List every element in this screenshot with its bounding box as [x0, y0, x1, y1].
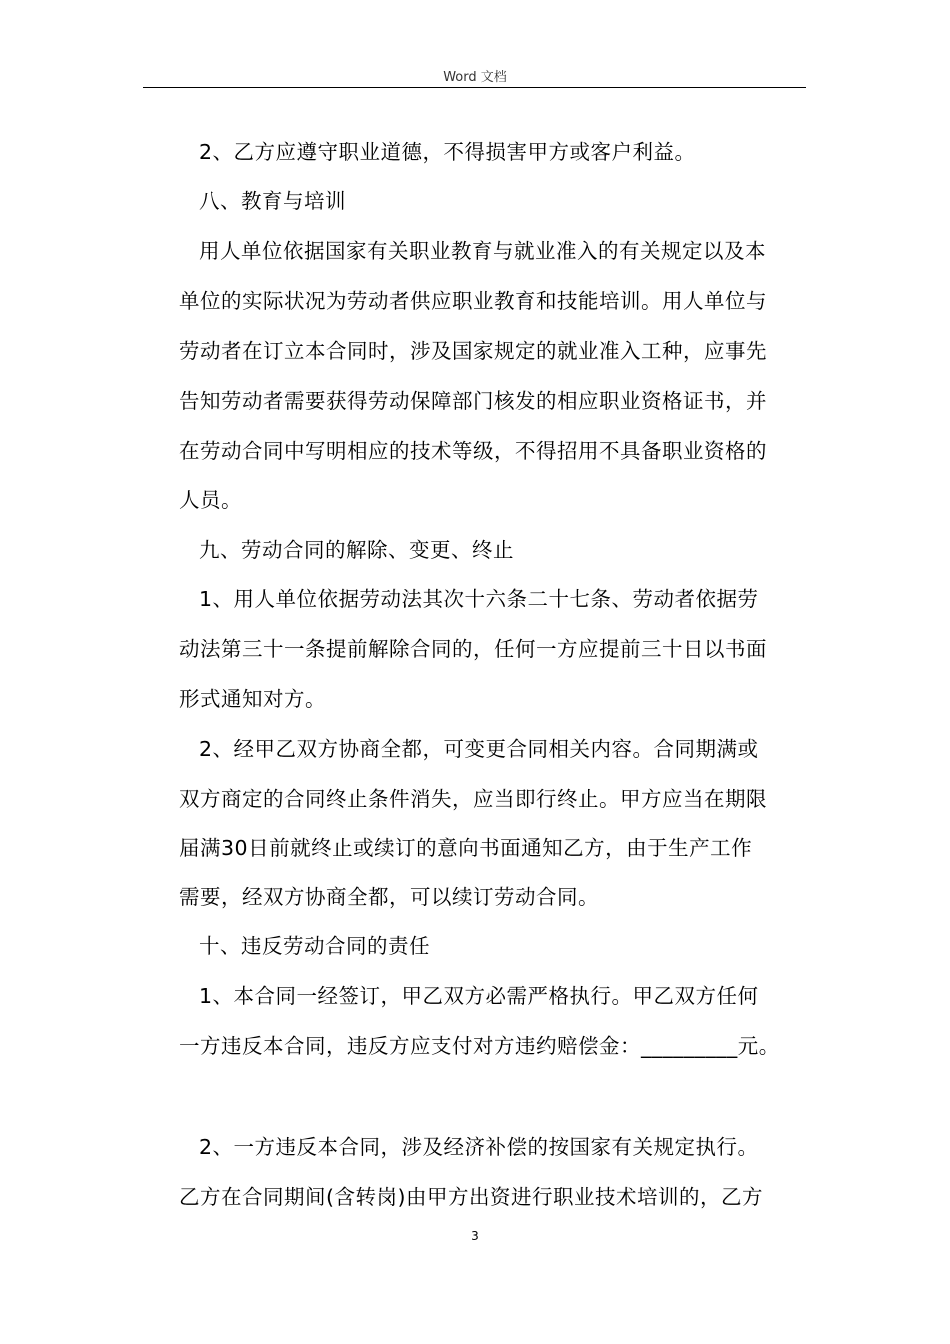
paragraph-line: 动法第三十一条提前解除合同的，任何一方应提前三十日以书面	[179, 637, 767, 661]
paragraph-line: 届满30日前就终止或续订的意向书面通知乙方，由于生产工作	[179, 836, 753, 860]
paragraph-line: 1、用人单位依据劳动法其次十六条二十七条、劳动者依据劳	[199, 587, 759, 611]
paragraph-line: 在劳动合同中写明相应的技术等级，不得招用不具备职业资格的	[179, 439, 767, 463]
paragraph-line: 形式通知对方。	[179, 687, 326, 711]
paragraph-line: 告知劳动者需要获得劳动保障部门核发的相应职业资格证书，并	[179, 389, 767, 413]
section-heading: 九、劳动合同的解除、变更、终止	[199, 538, 514, 562]
paragraph-line: 2、一方违反本合同，涉及经济补偿的按国家有关规定执行。	[199, 1135, 759, 1159]
section-heading: 八、教育与培训	[199, 189, 346, 213]
paragraph-line: 人员。	[179, 488, 242, 512]
section-heading: 十、违反劳动合同的责任	[199, 934, 430, 958]
paragraph-line: 单位的实际状况为劳动者供应职业教育和技能培训。用人单位与	[179, 289, 767, 313]
paragraph-line: 2、乙方应遵守职业道德，不得损害甲方或客户利益。	[199, 140, 696, 164]
page-header: Word 文档	[443, 70, 507, 85]
page-number: 3	[471, 1229, 479, 1243]
paragraph-line: 双方商定的合同终止条件消失，应当即行终止。甲方应当在期限	[179, 787, 767, 811]
header-divider	[143, 87, 806, 88]
paragraph-line: 需要，经双方协商全都，可以续订劳动合同。	[179, 885, 599, 909]
paragraph-line: 2、经甲乙双方协商全都，可变更合同相关内容。合同期满或	[199, 737, 759, 761]
paragraph-line: 一方违反本合同，违反方应支付对方违约赔偿金：_________元。	[179, 1034, 780, 1058]
paragraph-line: 劳动者在订立本合同时，涉及国家规定的就业准入工种，应事先	[179, 339, 767, 363]
paragraph-line: 乙方在合同期间(含转岗)由甲方出资进行职业技术培训的，乙方	[179, 1185, 763, 1209]
paragraph-line: 用人单位依据国家有关职业教育与就业准入的有关规定以及本	[199, 239, 766, 263]
paragraph-line: 1、本合同一经签订，甲乙双方必需严格执行。甲乙双方任何	[199, 984, 759, 1008]
